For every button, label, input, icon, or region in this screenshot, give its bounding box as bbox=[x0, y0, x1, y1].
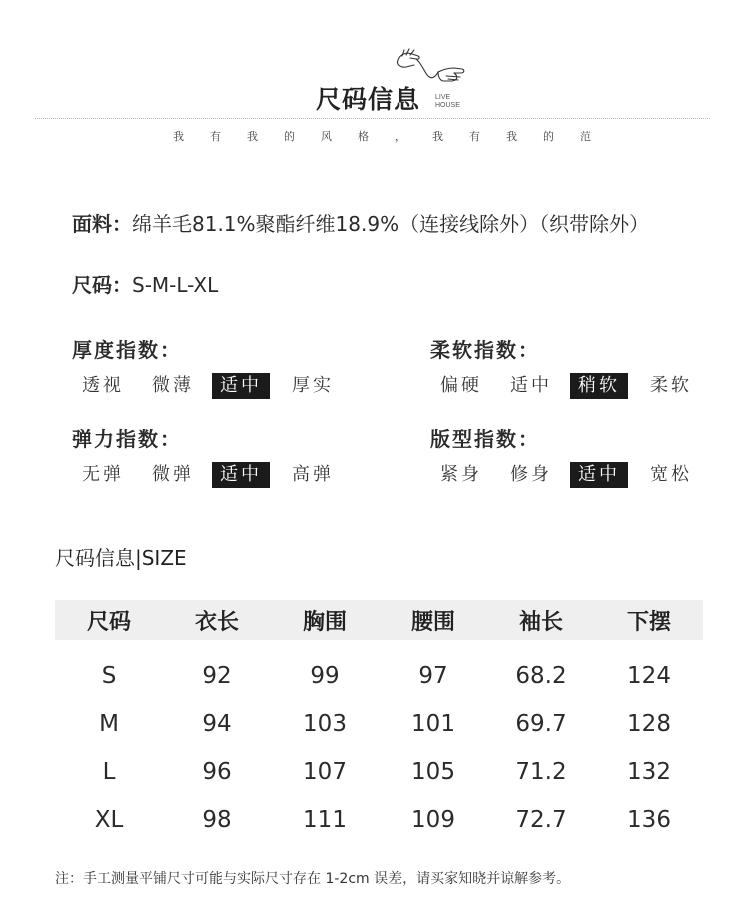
table-row bbox=[55, 640, 703, 700]
table-cell: 68.2 bbox=[515, 663, 567, 689]
fabric-value: 绵羊毛81.1%聚酯纤维18.9%（连接线除外）（织带除外） bbox=[132, 212, 650, 236]
elasticity-option: 高弹 bbox=[292, 464, 334, 485]
brand-line-2: HOUSE bbox=[435, 102, 460, 109]
table-cell: S bbox=[101, 663, 117, 689]
column-header: 腰围 bbox=[379, 600, 487, 640]
page-title: 尺码信息 bbox=[316, 85, 421, 114]
table-cell: 92 bbox=[202, 663, 232, 689]
fit-index bbox=[430, 423, 710, 488]
table-cell: 96 bbox=[202, 759, 232, 785]
table-cell: 107 bbox=[303, 759, 347, 785]
column-header: 衣长 bbox=[163, 600, 271, 640]
softness-option: 偏硬 bbox=[440, 375, 482, 396]
fit-option: 宽松 bbox=[650, 464, 692, 485]
sizes-value: S-M-L-XL bbox=[132, 273, 219, 297]
fit-option: 适中 bbox=[570, 462, 628, 488]
thickness-option: 适中 bbox=[212, 373, 270, 399]
sizes-label: 尺码： bbox=[72, 273, 132, 297]
table-cell: 111 bbox=[303, 807, 347, 833]
brand-wordmark bbox=[435, 94, 460, 110]
table-cell: 72.7 bbox=[515, 807, 567, 833]
fit-option: 紧身 bbox=[440, 464, 482, 485]
table-cell: L bbox=[102, 759, 116, 785]
elasticity-options bbox=[72, 462, 352, 488]
table-cell: 109 bbox=[411, 807, 455, 833]
table-cell: 136 bbox=[627, 807, 671, 833]
table-cell: 94 bbox=[202, 711, 232, 737]
table-cell: 101 bbox=[411, 711, 455, 737]
size-table bbox=[55, 600, 703, 844]
softness-option: 适中 bbox=[510, 375, 552, 396]
size-table-heading: 尺码信息|SIZE bbox=[55, 546, 187, 570]
column-header: 袖长 bbox=[487, 600, 595, 640]
softness-options bbox=[430, 373, 710, 399]
table-cell: 103 bbox=[303, 711, 347, 737]
elasticity-index bbox=[72, 423, 352, 488]
softness-index-title: 柔软指数： bbox=[430, 338, 540, 362]
table-cell: XL bbox=[94, 807, 124, 833]
thickness-index-title: 厚度指数： bbox=[72, 338, 182, 362]
fit-option: 修身 bbox=[510, 464, 552, 485]
table-cell: 97 bbox=[418, 663, 448, 689]
table-row bbox=[55, 796, 703, 844]
fit-index-title: 版型指数： bbox=[430, 427, 540, 451]
table-cell: 98 bbox=[202, 807, 232, 833]
table-cell: M bbox=[99, 711, 119, 737]
table-row bbox=[55, 700, 703, 748]
elasticity-option: 适中 bbox=[212, 462, 270, 488]
column-header: 尺码 bbox=[55, 600, 163, 640]
table-cell: 124 bbox=[627, 663, 671, 689]
elasticity-option: 微弹 bbox=[152, 464, 194, 485]
softness-option: 柔软 bbox=[650, 375, 692, 396]
fabric-line bbox=[72, 208, 649, 237]
softness-index bbox=[430, 334, 710, 399]
elasticity-index-title: 弹力指数： bbox=[72, 427, 182, 451]
thickness-index bbox=[72, 334, 352, 399]
slogan: 我有我的风格，我有我的范 bbox=[173, 130, 617, 143]
measurement-note: 注：手工测量平铺尺寸可能与实际尺寸存在 1-2cm 误差，请买家知晓并谅解参考。 bbox=[55, 871, 571, 887]
table-row bbox=[55, 748, 703, 796]
table-cell: 71.2 bbox=[515, 759, 567, 785]
thickness-option: 厚实 bbox=[292, 375, 334, 396]
column-header: 胸围 bbox=[271, 600, 379, 640]
fabric-label: 面料： bbox=[72, 212, 132, 236]
dotted-divider bbox=[35, 118, 710, 119]
table-header-row bbox=[55, 600, 703, 640]
column-header: 下摆 bbox=[595, 600, 703, 640]
table-cell: 128 bbox=[627, 711, 671, 737]
table-cell: 69.7 bbox=[515, 711, 567, 737]
brand-line-1: LIVE bbox=[435, 94, 451, 101]
thickness-option: 透视 bbox=[82, 375, 124, 396]
table-cell: 132 bbox=[627, 759, 671, 785]
softness-option: 稍软 bbox=[570, 373, 628, 399]
thickness-options bbox=[72, 373, 352, 399]
elasticity-option: 无弹 bbox=[82, 464, 124, 485]
thickness-option: 微薄 bbox=[152, 375, 194, 396]
sizes-line bbox=[72, 269, 218, 298]
table-cell: 105 bbox=[411, 759, 455, 785]
fit-options bbox=[430, 462, 710, 488]
table-cell: 99 bbox=[310, 663, 340, 689]
